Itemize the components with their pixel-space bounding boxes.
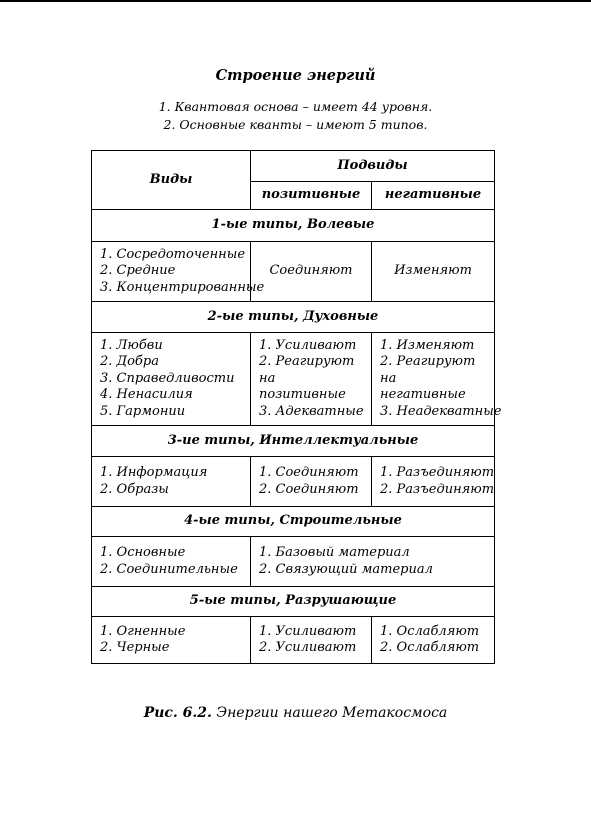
negative-item: 2. Реагируют на негативные [380,354,476,403]
kinds-item: 3. Концентрированные [100,279,265,295]
kinds-item: 2. Черные [100,640,170,655]
section-header-row [92,210,495,242]
kinds-cell [92,617,251,664]
caption-text: Энергии нашего Метакосмоса [216,705,448,721]
positive-item: 1. Соединяют [259,465,359,480]
section-title: 1-ые типы, Волевые [92,210,495,242]
section-header-row [92,507,495,537]
positive-item: 2. Реагируют на позитивные [259,354,355,403]
positive-cell [251,457,372,507]
negative-cell [372,242,495,302]
negative-item: 1. Разъединяют [380,465,495,480]
negative-item: 2. Разъединяют [380,481,495,497]
positive-cell [251,617,372,664]
negative-item: 1. Изменяют [380,337,475,353]
section-body-row [92,242,495,302]
negative-cell [372,617,495,664]
page-title: Строение энергий [215,67,376,84]
kinds-item: 2. Средние [100,263,176,279]
header-row [92,151,495,182]
negative-item: Изменяют [394,263,472,279]
kinds-item: 2. Образы [100,481,169,497]
kinds-item: 1. Огненные [100,623,186,639]
negative-cell [372,457,495,507]
energy-structure-table [91,150,502,664]
section-header-row [92,302,495,333]
negative-item: 3. Неадекватные [380,403,502,419]
section-title: 3-ие типы, Интеллектуальные [92,426,495,457]
negative-item: 1. Ослабляют [380,623,480,639]
kinds-item: 2. Соединительные [100,561,238,577]
kinds-item: 2. Добра [100,354,159,370]
positive-item: 2. Соединяют [259,481,359,497]
subtitle-line-2: 2. Основные кванты – имеют 5 типов. [163,117,428,132]
kinds-cell [92,333,251,426]
kinds-cell [92,457,251,507]
subtypes-cell [251,537,495,587]
positive-item: 1. Усиливают [259,623,357,639]
kinds-cell [92,537,251,587]
kinds-item: 4. Ненасилия [100,387,193,403]
header-kinds: Виды [92,151,251,210]
subtypes-item: 1. Базовый материал [259,545,410,560]
subtypes-item: 2. Связующий материал [259,561,433,577]
negative-cell [372,333,502,426]
section-title: 5-ые типы, Разрушающие [92,587,495,617]
section-title: 2-ые типы, Духовные [92,302,495,333]
subtitle-line-1: 1. Квантовая основа – имеет 44 уровня. [158,99,433,114]
positive-item: 2. Усиливают [259,640,357,655]
section-header-row [92,426,495,457]
positive-cell [251,242,372,302]
kinds-item: 5. Гармонии [100,403,186,419]
section-body-row [92,537,495,587]
caption-label: Рис. 6.2. [143,705,212,721]
section-header-row [92,587,495,617]
section-body-row [92,333,495,426]
positive-item: Соединяют [269,263,353,279]
section-body-row [92,457,495,507]
figure-caption [0,705,591,721]
kinds-item: 1. Основные [100,545,186,560]
positive-item: 1. Усиливают [259,337,357,353]
section-title: 4-ые типы, Строительные [92,507,495,537]
kinds-item: 1. Любви [100,337,163,353]
positive-item: 3. Адекватные [259,403,364,419]
positive-cell [251,333,372,426]
kinds-item: 1. Сосредоточенные [100,246,246,262]
section-body-row [92,617,495,664]
kinds-cell [92,242,265,302]
header-positive: позитивные [251,182,372,210]
kinds-item: 1. Информация [100,465,208,480]
header-negative: негативные [372,182,495,210]
kinds-item: 3. Справедливости [100,370,235,386]
page-top-border [0,0,591,2]
header-subkinds: Подвиды [251,151,495,182]
negative-item: 2. Ослабляют [380,640,480,655]
